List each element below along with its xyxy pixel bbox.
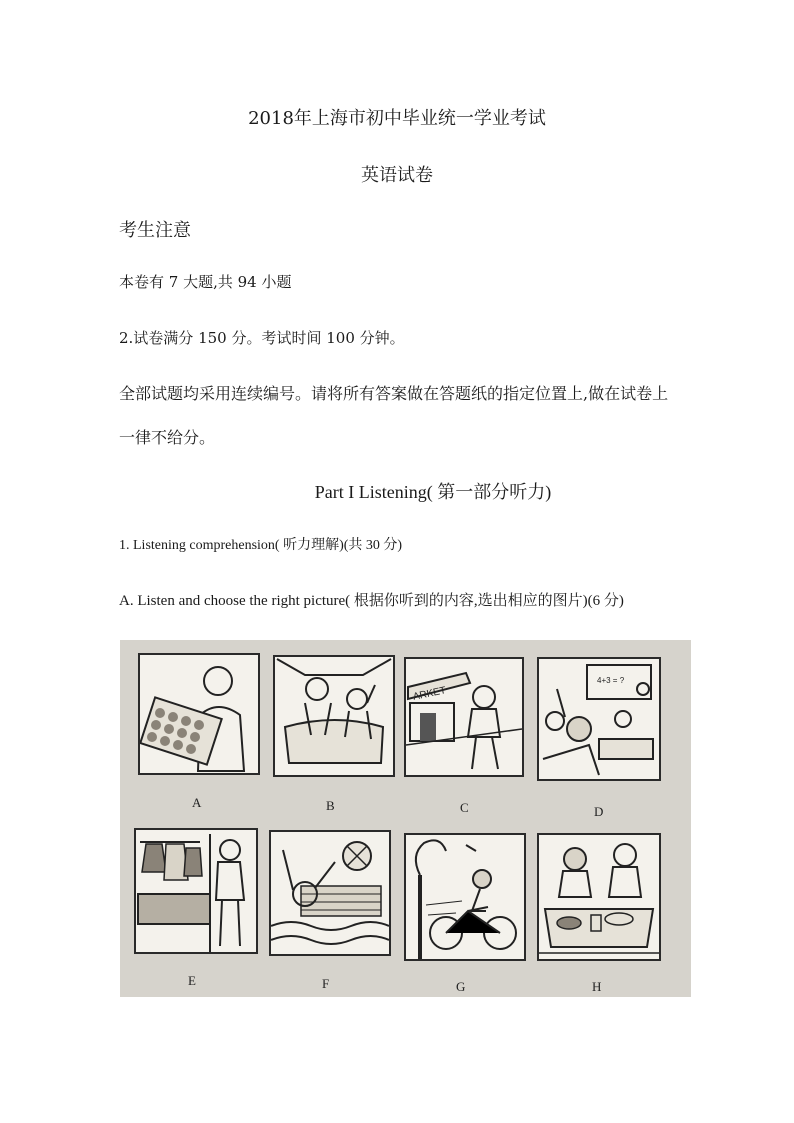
- picnic-icon: [537, 833, 661, 961]
- notice-line-2: 2.试卷满分 150 分。考试时间 100 分钟。: [119, 329, 405, 347]
- picture-choices-figure: [120, 640, 691, 997]
- label-b: B: [326, 798, 335, 813]
- market-shopper-icon: [404, 657, 524, 777]
- classroom-icon: [537, 657, 661, 781]
- swimming-ball-icon: [269, 830, 391, 956]
- exam-title: 2018年上海市初中毕业统一学业考试: [248, 108, 546, 129]
- section-a-instruction: A. Listen and choose the right picture( 根据你听到的内容,选出相应的图片)(6 分): [119, 593, 624, 609]
- label-c: C: [460, 800, 469, 815]
- cookie-tray-icon: [138, 653, 260, 775]
- paper-subtitle: 英语试卷: [361, 165, 433, 186]
- sofa-couple-icon: [273, 655, 395, 777]
- part-title: Part I Listening( 第一部分听力): [314, 482, 552, 502]
- label-d: D: [594, 804, 604, 819]
- clothes-shop-icon: [134, 828, 258, 954]
- svg-text:4+3 = ?: 4+3 = ?: [597, 676, 625, 685]
- notice-line-3: 全部试题均采用连续编号。请将所有答案做在答题纸的指定位置上,做在试卷上: [119, 384, 669, 403]
- label-f: F: [322, 976, 330, 991]
- cycling-icon: [404, 833, 526, 961]
- notice-heading: 考生注意: [119, 220, 191, 241]
- label-g: G: [456, 979, 466, 994]
- label-h: H: [592, 979, 602, 994]
- label-a: A: [192, 795, 202, 810]
- notice-line-4: 一律不给分。: [119, 428, 216, 447]
- label-e: E: [188, 973, 196, 988]
- section-1-heading: 1. Listening comprehension( 听力理解)(共 30 分): [119, 538, 403, 553]
- market-sign-text: ARKET: [412, 685, 448, 703]
- notice-line-1: 本卷有 7 大题,共 94 小题: [119, 273, 292, 291]
